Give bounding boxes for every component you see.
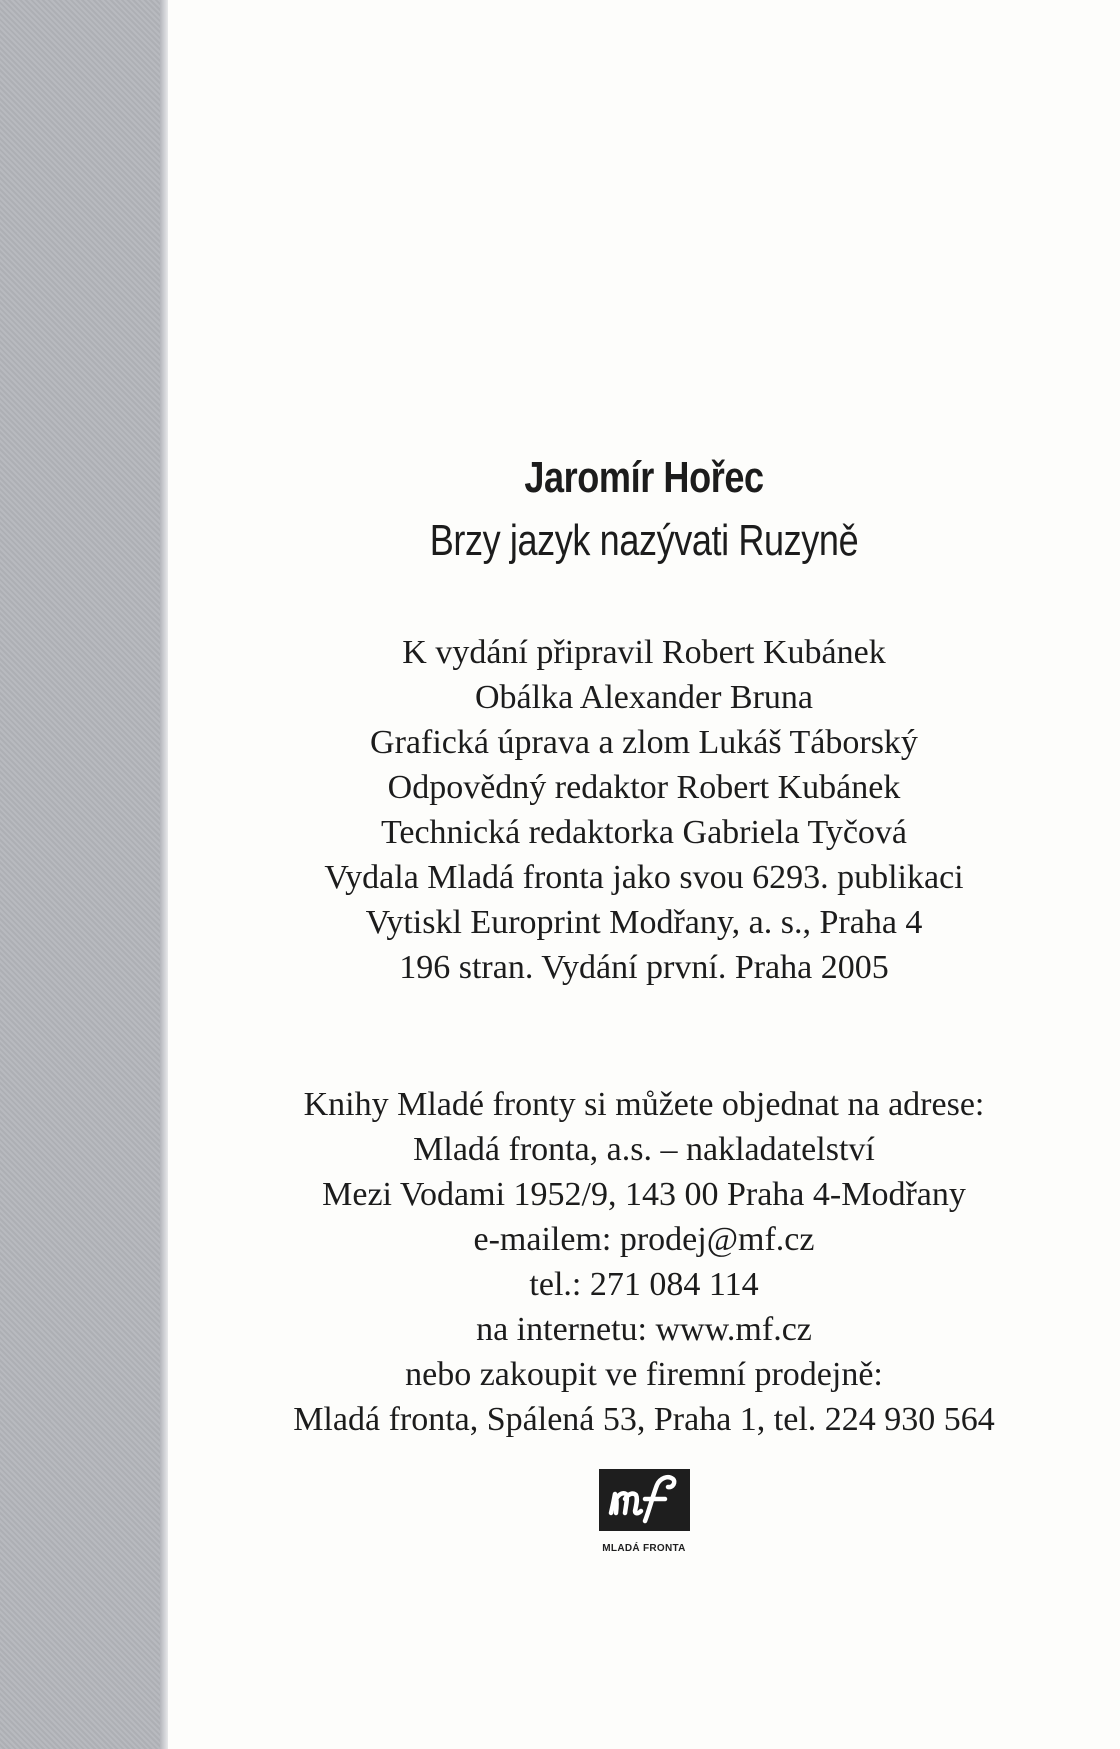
credit-line: Technická redaktorka Gabriela Tyčová (380, 814, 908, 851)
order-line: Mezi Vodami 1952/9, 143 00 Praha 4-Modřany (322, 1176, 966, 1213)
order-phone-line: tel.: 271 084 114 (529, 1266, 759, 1303)
credit-line: 196 stran. Vydání první. Praha 2005 (399, 949, 889, 986)
left-gutter (0, 0, 168, 1749)
imprint-page (168, 0, 1120, 1749)
author-name: Jaromír Hořec (524, 453, 764, 502)
credit-line: Odpovědný redaktor Robert Kubánek (387, 769, 901, 806)
order-email-line: e-mailem: prodej@mf.cz (473, 1221, 815, 1258)
publisher-logo (168, 1469, 1120, 1554)
order-line: Knihy Mladé fronty si můžete objednat na adrese: (303, 1086, 985, 1123)
credit-line: K vydání připravil Robert Kubánek (402, 634, 886, 671)
order-line: nebo zakoupit ve firemní prodejně: (405, 1356, 883, 1393)
credit-line: Grafická úprava a zlom Lukáš Táborský (370, 724, 918, 761)
credit-line: Vytiskl Europrint Modřany, a. s., Praha 4 (365, 904, 923, 941)
mf-logo-icon (599, 1469, 690, 1531)
gutter-edge (160, 0, 168, 1749)
order-web-line: na internetu: www.mf.cz (476, 1311, 812, 1348)
order-line: Mladá fronta, Spálená 53, Praha 1, tel. 224 930 564 (293, 1401, 995, 1438)
book-title: Brzy jazyk nazývati Ruzyně (429, 516, 859, 565)
credits-block (168, 630, 1120, 990)
logo-caption: MLADÁ FRONTA (602, 1543, 686, 1554)
order-line: Mladá fronta, a.s. – nakladatelství (413, 1131, 875, 1168)
order-info-block (168, 1082, 1120, 1442)
credit-line: Vydala Mladá fronta jako svou 6293. publikaci (324, 859, 964, 896)
credit-line: Obálka Alexander Bruna (475, 679, 813, 716)
